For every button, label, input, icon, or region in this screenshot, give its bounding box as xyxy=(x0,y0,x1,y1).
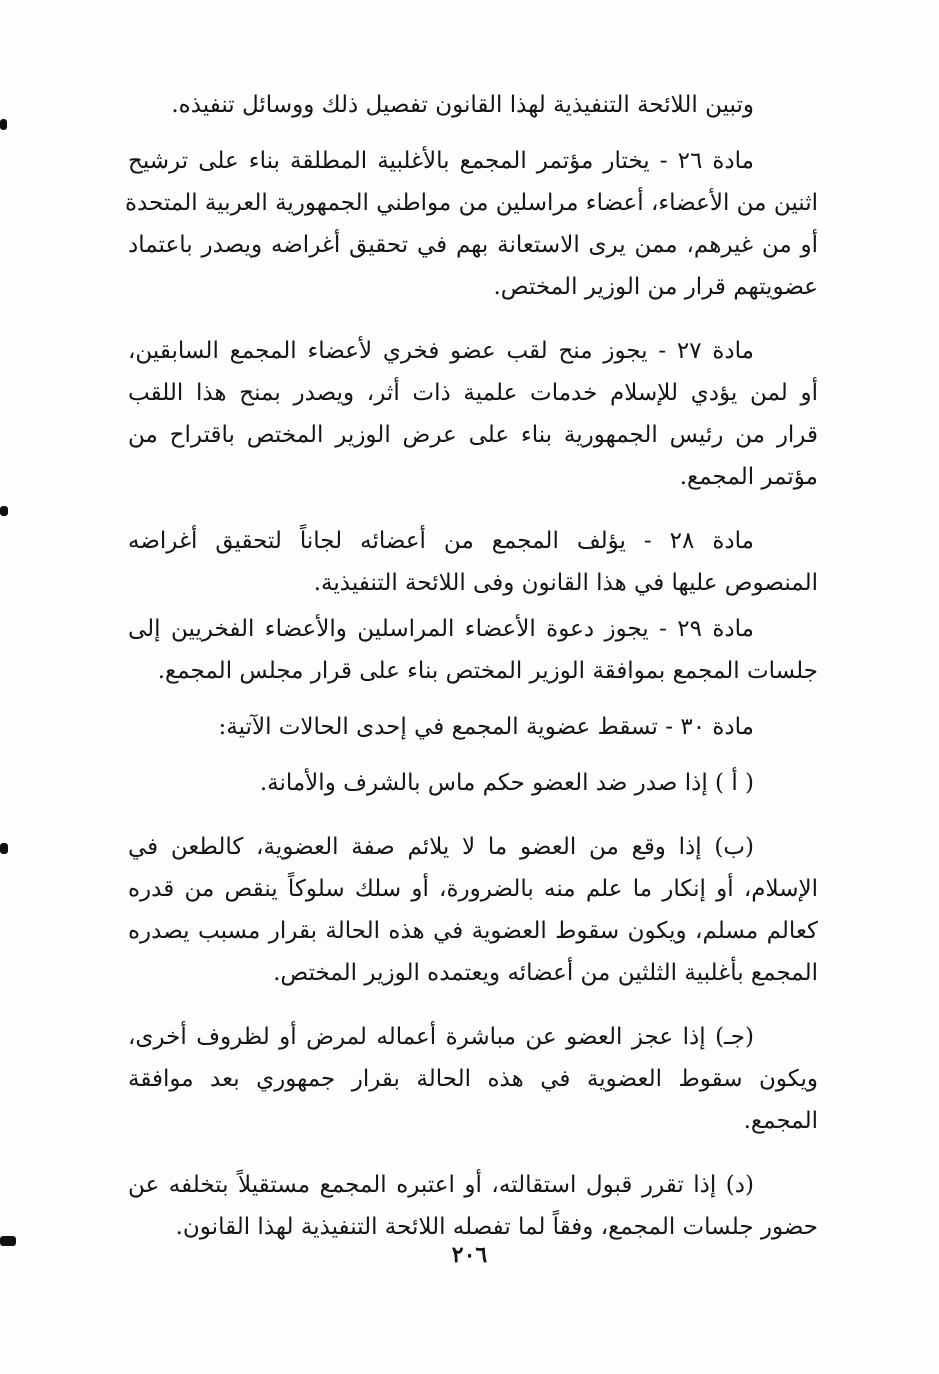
text-line: كعالم مسلم، ويكون سقوط العضوية في هذه الحالة بقرار مسبب يصدره xyxy=(128,918,818,944)
text-line: حضور جلسات المجمع، وفقاً لما تفصله اللائحة التنفيذية لهذا القانون. xyxy=(175,1214,818,1240)
text-line: مادة ٣٠ - تسقط عضوية المجمع في إحدى الحالات الآتية: xyxy=(218,714,754,740)
paragraph-article-26 xyxy=(124,140,818,308)
scan-artifact-mark xyxy=(0,843,8,854)
text-line: قرار من رئيس الجمهورية بناء على عرض الوزير المختص باقتراح من xyxy=(128,422,818,448)
paragraph-case-b xyxy=(128,826,818,994)
paragraph-case-d xyxy=(128,1164,818,1248)
text-line: جلسات المجمع بموافقة الوزير المختص بناء على قرار مجلس المجمع. xyxy=(157,658,818,684)
text-line: ويكون سقوط العضوية في هذه الحالة بقرار جمهوري بعد موافقة xyxy=(128,1066,818,1092)
text-line: المنصوص عليها في هذا القانون وفى اللائحة التنفيذية. xyxy=(313,570,818,596)
text-line: اثنين من الأعضاء، أعضاء مراسلين من مواطني الجمهورية العربية المتحدة xyxy=(124,190,818,216)
text-line: عضويتهم قرار من الوزير المختص. xyxy=(493,274,818,300)
paragraph-article-30 xyxy=(128,706,818,748)
text-line: (جـ) إذا عجز العضو عن مباشرة أعماله لمرض أو لظروف أخرى، xyxy=(128,1024,754,1050)
text-line: وتبين اللائحة التنفيذية لهذا القانون تفصيل ذلك ووسائل تنفيذه. xyxy=(171,92,754,118)
text-line: ( أ ) إذا صدر ضد العضو حكم ماس بالشرف والأمانة. xyxy=(259,770,754,796)
document-body xyxy=(124,84,818,1248)
text-line: (ب) إذا وقع من العضو ما لا يلائم صفة العضوية، كالطعن في xyxy=(128,834,754,860)
paragraph-article-28 xyxy=(128,520,818,604)
page-number: ٢٠٦ xyxy=(451,1242,488,1268)
text-line: أو من غيرهم، ممن يرى الاستعانة بهم في تحقيق أغراضه ويصدر باعتماد xyxy=(128,232,818,258)
paragraph-case-c xyxy=(128,1016,818,1142)
text-line: مادة ٢٧ - يجوز منح لقب عضو فخري لأعضاء المجمع السابقين، xyxy=(128,338,754,364)
paragraph-article-27 xyxy=(128,330,818,498)
text-line: مؤتمر المجمع. xyxy=(679,464,818,490)
text-line: أو لمن يؤدي للإسلام خدمات علمية ذات أثر، ويصدر بمنح هذا اللقب xyxy=(128,380,818,406)
text-line: المجمع. xyxy=(743,1108,818,1134)
text-line: مادة ٢٨ - يؤلف المجمع من أعضائه لجاناً لتحقيق أغراضه xyxy=(128,528,754,554)
text-line: مادة ٢٦ - يختار مؤتمر المجمع بالأغلبية المطلقة بناء على ترشيح xyxy=(128,148,755,174)
paragraph-case-a xyxy=(128,762,818,804)
text-line: مادة ٢٩ - يجوز دعوة الأعضاء المراسلين والأعضاء الفخريين إلى xyxy=(128,616,754,642)
text-line: (د) إذا تقرر قبول استقالته، أو اعتبره المجمع مستقيلاً بتخلفه عن xyxy=(128,1172,754,1198)
paragraph-article-29 xyxy=(128,608,818,692)
text-line: المجمع بأغلبية الثلثين من أعضائه ويعتمده الوزير المختص. xyxy=(273,960,818,986)
text-line: الإسلام، أو إنكار ما علم منه بالضرورة، أو سلك سلوكاً ينقص من قدره xyxy=(128,876,818,902)
paragraph-intro xyxy=(128,84,818,126)
scan-artifact-mark xyxy=(0,119,7,130)
scan-artifact-mark xyxy=(0,506,8,516)
